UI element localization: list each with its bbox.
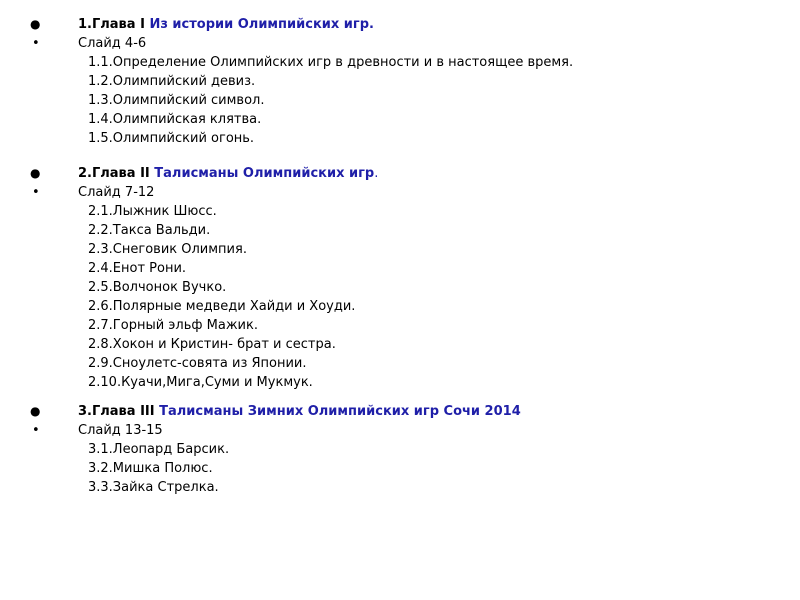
chapter-title-suffix: . bbox=[374, 166, 379, 181]
bullet-icon: ● bbox=[30, 166, 41, 180]
list-item: 1.4.Олимпийская клятва. bbox=[88, 112, 262, 127]
slide-range: • Слайд 4-6 bbox=[32, 36, 147, 51]
bullet-icon: • bbox=[32, 36, 40, 51]
chapter-1 bbox=[0, 15, 800, 148]
chapter-number: 3.Глава III bbox=[78, 404, 160, 419]
list-item: 2.2.Такса Вальди. bbox=[88, 223, 211, 238]
chapter-number: 2.Глава II bbox=[78, 166, 155, 181]
bullet-icon: • bbox=[32, 423, 40, 438]
bullet-icon: • bbox=[32, 185, 40, 200]
chapter-number: 1.Глава I bbox=[78, 17, 150, 32]
list-item: 2.5.Волчонок Вучко. bbox=[88, 280, 227, 295]
list-item: 2.3.Снеговик Олимпия. bbox=[88, 242, 247, 257]
list-item: 3.3.Зайка Стрелка. bbox=[88, 480, 219, 495]
bullet-icon: ● bbox=[30, 404, 41, 418]
list-item: 2.6.Полярные медведи Хайди и Хоуди. bbox=[88, 299, 356, 314]
chapter-heading bbox=[0, 402, 800, 421]
bullet-icon: ● bbox=[30, 17, 41, 31]
list-item: 1.2.Олимпийский девиз. bbox=[88, 74, 256, 89]
list-item: 3.2.Мишка Полюс. bbox=[88, 461, 213, 476]
chapter-heading bbox=[0, 15, 800, 34]
chapter-2 bbox=[0, 164, 800, 392]
slide-range: • Слайд 13-15 bbox=[32, 423, 163, 438]
list-item: 2.4.Енот Рони. bbox=[88, 261, 187, 276]
chapter-title: Талисманы Зимних Олимпийских игр Сочи 2014 bbox=[159, 404, 521, 419]
chapter-title: Талисманы Олимпийских игр bbox=[154, 166, 375, 181]
chapter-3 bbox=[0, 402, 800, 497]
slide-range: • Слайд 7-12 bbox=[32, 185, 155, 200]
list-item: 2.7.Горный эльф Мажик. bbox=[88, 318, 258, 333]
list-item: 2.10.Куачи,Мига,Суми и Мукмук. bbox=[88, 375, 313, 390]
chapter-title: Из истории Олимпийских игр. bbox=[149, 17, 374, 32]
list-item: 2.8.Хокон и Кристин- брат и сестра. bbox=[88, 337, 336, 352]
list-item: 2.1.Лыжник Шюсс. bbox=[88, 204, 217, 219]
list-item: 3.1.Леопард Барсик. bbox=[88, 442, 230, 457]
list-item: 2.9.Сноулетс-совята из Японии. bbox=[88, 356, 307, 371]
list-item: 1.1.Определение Олимпийских игр в древности и в настоящее время. bbox=[88, 55, 574, 70]
list-item: 1.5.Олимпийский огонь. bbox=[88, 131, 255, 146]
chapter-heading bbox=[0, 164, 800, 183]
list-item: 1.3.Олимпийский символ. bbox=[88, 93, 265, 108]
